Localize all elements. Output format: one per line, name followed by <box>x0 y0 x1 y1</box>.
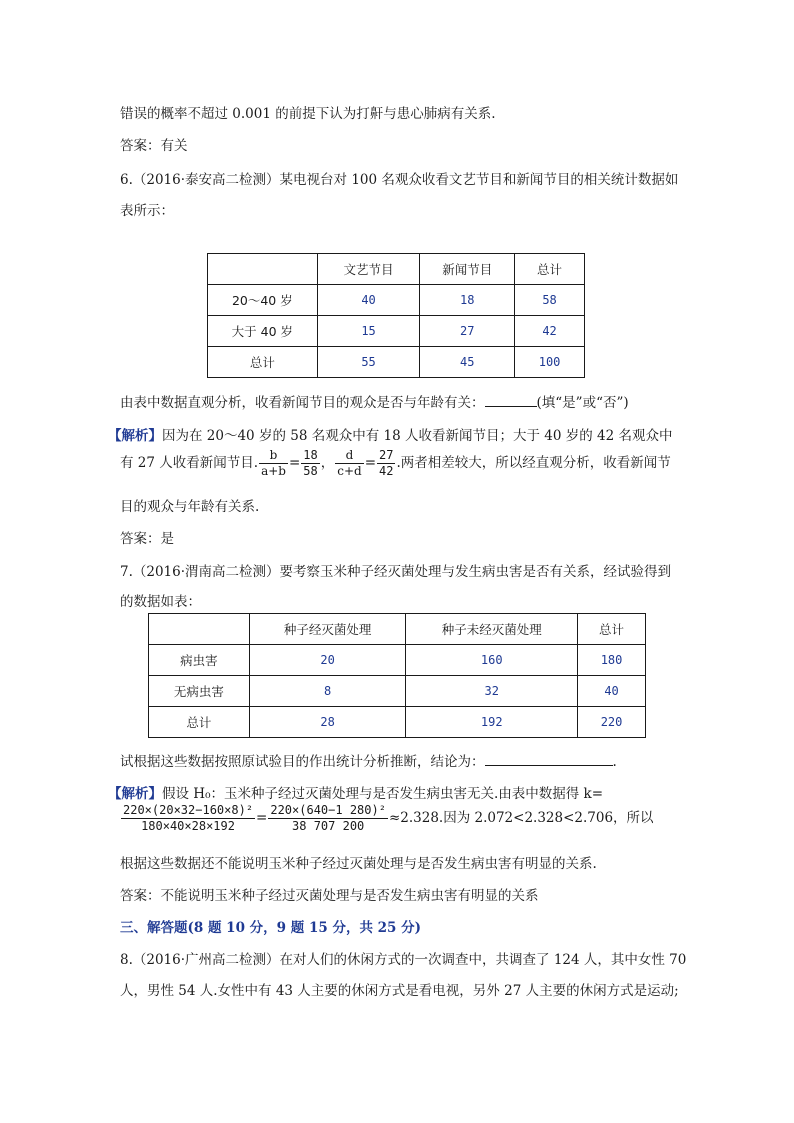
fraction-numerator: 27 <box>379 448 394 462</box>
fraction-denominator: 38 707 200 <box>292 819 365 833</box>
table-cell: 160 <box>406 645 578 676</box>
fraction-numerator: d <box>335 448 363 464</box>
intro-answer: 答案：有关 <box>120 138 188 154</box>
comma: ， <box>320 455 335 471</box>
q7-stem-line2: 的数据如表： <box>120 594 201 610</box>
q6-analysis-line1 <box>108 424 672 444</box>
table-cell: 58 <box>515 285 585 316</box>
q7-analysis-text1: 假设 H₀：玉米种子经过灭菌处理与是否发生病虫害无关.由表中数据得 k= <box>162 786 604 802</box>
table-row-label: 20～40 岁 <box>208 285 318 316</box>
table-cell: 18 <box>420 285 515 316</box>
q8-stem-line2: 人，男性 54 人.女性中有 43 人主要的休闲方式是看电视，另外 27 人主要的休闲方式是运动; <box>120 983 679 999</box>
table-cell: 55 <box>317 347 420 378</box>
table-cell: 42 <box>515 316 585 347</box>
q7-analysis-line3: 根据这些数据还不能说明玉米种子经过灭菌处理与是否发生病虫害有明显的关系. <box>120 856 597 872</box>
q7-analysis-line1 <box>108 782 603 802</box>
table-header-cell <box>149 614 250 645</box>
table-cell: 32 <box>406 676 578 707</box>
table-cell: 40 <box>317 285 420 316</box>
fraction-numerator: 18 <box>303 448 318 462</box>
q6-answer-blank <box>485 406 537 407</box>
table-cell: 192 <box>406 707 578 738</box>
fraction-denominator: 58 <box>303 464 318 478</box>
table-row-label: 病虫害 <box>149 645 250 676</box>
table-row-label: 总计 <box>208 347 318 378</box>
q8-stem-line1: 8.（2016·广州高二检测）在对人们的休闲方式的一次调查中，共调查了 124 人，其中女性 70 <box>120 952 687 968</box>
table-header-row <box>208 254 585 285</box>
table-cell: 40 <box>578 676 646 707</box>
table-cell: 28 <box>249 707 406 738</box>
table-cell: 27 <box>420 316 515 347</box>
fraction-denominator: 42 <box>379 464 394 478</box>
fraction-18-over-58 <box>301 448 319 479</box>
q6-question <box>120 391 629 411</box>
table-row <box>149 676 646 707</box>
table-header-cell: 种子未经灭菌处理 <box>406 614 578 645</box>
q7-k-result: ≈2.328.因为 2.072<2.328<2.706，所以 <box>388 810 654 826</box>
fraction-27-over-42 <box>377 448 395 479</box>
table-header-cell <box>208 254 318 285</box>
fraction-d-over-cd <box>335 448 363 479</box>
table-row-label: 总计 <box>149 707 250 738</box>
equals-sign: = <box>364 455 376 471</box>
table-header-row <box>149 614 646 645</box>
fraction-numerator: b <box>259 448 288 464</box>
q6-analysis-line2 <box>120 448 671 479</box>
q6-question-hint: (填“是”或“否”) <box>536 395 629 411</box>
fraction-k-formula <box>121 803 255 834</box>
q7-analysis-tag: 【解析】 <box>108 786 162 802</box>
q6-stem-line1: 6.（2016·泰安高二检测）某电视台对 100 名观众收看文艺节目和新闻节目的相关统计数据如 <box>120 172 679 188</box>
table-header-cell: 种子经灭菌处理 <box>249 614 406 645</box>
fraction-denominator: a+b <box>261 464 286 478</box>
table-header-cell: 新闻节目 <box>420 254 515 285</box>
fraction-b-over-ab <box>259 448 288 479</box>
q6-analysis-text1: 因为在 20～40 岁的 58 名观众中有 18 人收看新闻节目；大于 40 岁的 42 名观众中 <box>162 428 673 444</box>
q7-analysis-line2 <box>120 803 654 834</box>
table-row <box>208 285 585 316</box>
q6-question-text: 由表中数据直观分析，收看新闻节目的观众是否与年龄有关： <box>120 395 485 411</box>
q7-stem-line1: 7.（2016·渭南高二检测）要考察玉米种子经灭菌处理与发生病虫害是否有关系，经试验得到 <box>120 564 672 580</box>
table-header-cell: 总计 <box>578 614 646 645</box>
table-cell: 180 <box>578 645 646 676</box>
fraction-denominator: 180×40×28×192 <box>141 819 235 833</box>
table-cell: 220 <box>578 707 646 738</box>
q6-analysis-text2-post: .两者相差较大，所以经直观分析，收看新闻节 <box>396 455 671 471</box>
equals-sign: = <box>256 810 268 826</box>
table-row <box>208 347 585 378</box>
table-row <box>149 645 646 676</box>
fraction-k-simplified <box>268 803 388 834</box>
q6-stem-line2: 表所示： <box>120 203 174 219</box>
table-cell: 20 <box>249 645 406 676</box>
q7-answer-blank <box>485 765 613 766</box>
q6-analysis-text2-pre: 有 27 人收看新闻节目. <box>120 455 259 471</box>
q6-analysis-line3: 目的观众与年龄有关系. <box>120 499 260 515</box>
q7-question <box>120 750 617 770</box>
table-cell: 100 <box>515 347 585 378</box>
q7-question-text: 试根据这些数据按照原试验目的作出统计分析推断，结论为： <box>120 754 485 770</box>
table-header-cell: 总计 <box>515 254 585 285</box>
table-row-label: 无病虫害 <box>149 676 250 707</box>
equals-sign: = <box>288 455 301 471</box>
q6-answer: 答案：是 <box>120 531 174 547</box>
q6-analysis-tag: 【解析】 <box>108 428 162 444</box>
table-row <box>149 707 646 738</box>
table-row-label: 大于 40 岁 <box>208 316 318 347</box>
fraction-numerator: 220×(640−1 280)² <box>270 803 386 817</box>
table-row <box>208 316 585 347</box>
table-header-cell: 文艺节目 <box>317 254 420 285</box>
section-heading: 三、解答题(8 题 10 分，9 题 15 分，共 25 分) <box>120 920 422 936</box>
q7-table <box>148 613 646 738</box>
q7-question-end: . <box>612 754 617 770</box>
table-cell: 8 <box>249 676 406 707</box>
fraction-numerator: 220×(20×32−160×8)² <box>123 803 254 817</box>
table-cell: 45 <box>420 347 515 378</box>
intro-text: 错误的概率不超过 0.001 的前提下认为打鼾与患心肺病有关系. <box>120 106 496 122</box>
q7-answer: 答案：不能说明玉米种子经过灭菌处理与是否发生病虫害有明显的关系 <box>120 888 539 904</box>
fraction-denominator: c+d <box>337 464 362 478</box>
table-cell: 15 <box>317 316 420 347</box>
q6-table <box>207 253 585 378</box>
